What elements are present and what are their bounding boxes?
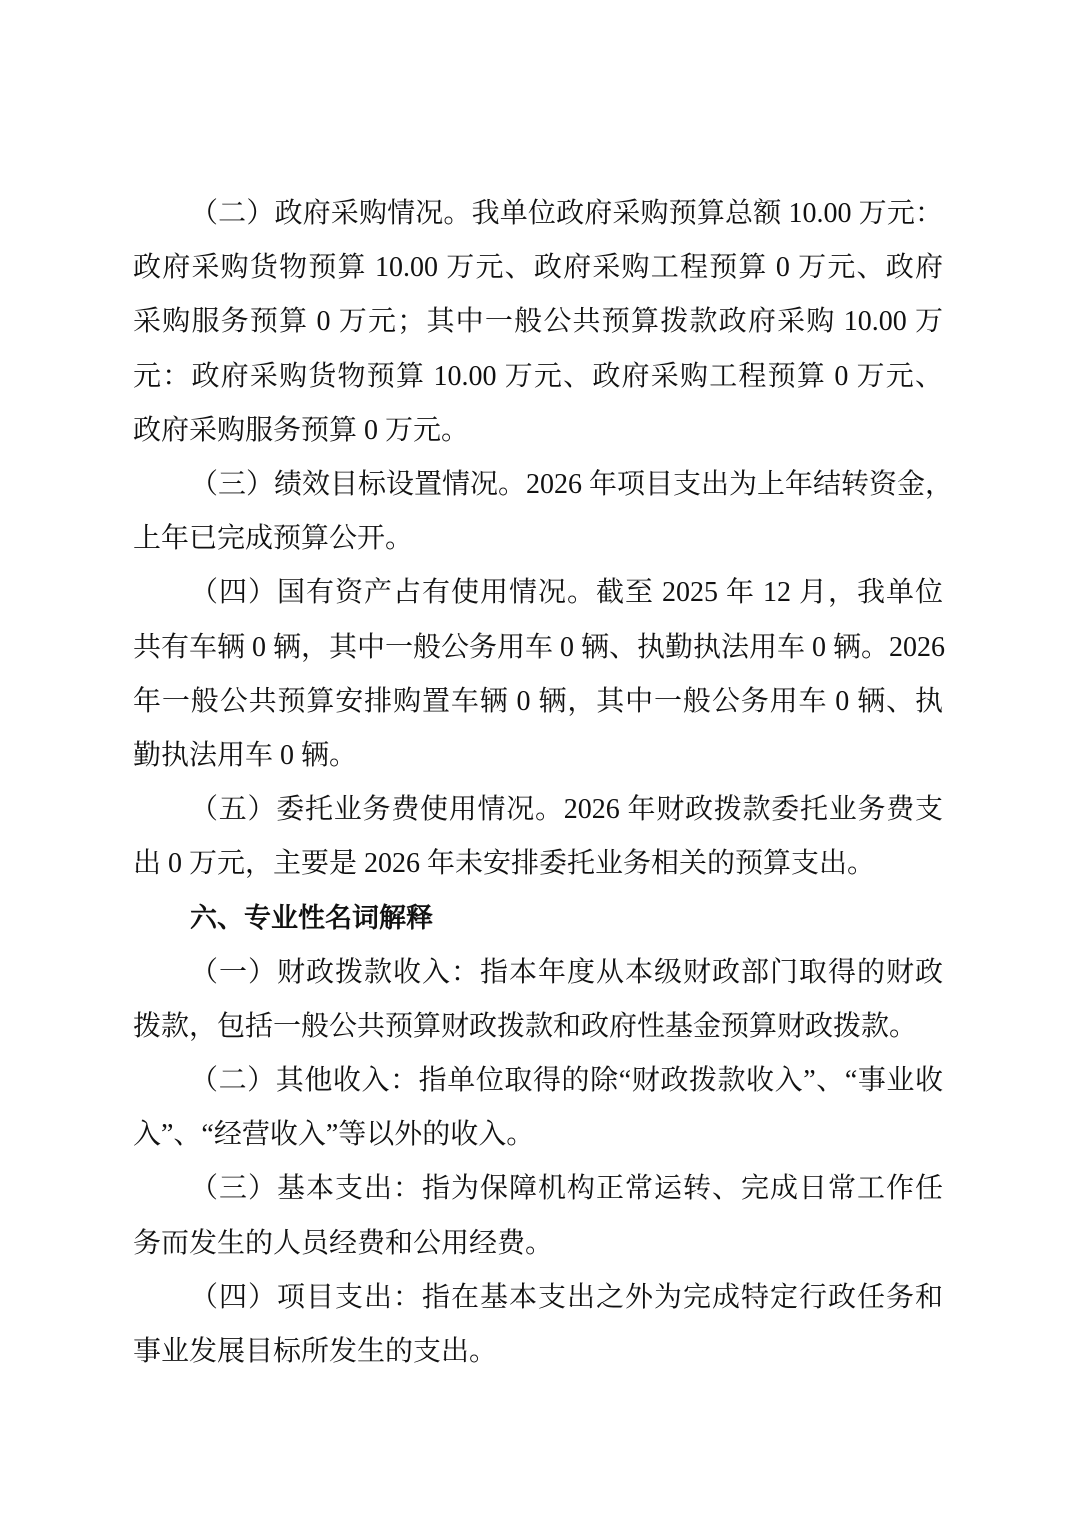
text-line: 出 0 万元，主要是 2026 年未安排委托业务相关的预算支出。	[133, 848, 876, 880]
text-line: （二）政府采购情况。我单位政府采购预算总额 10.00 万元：	[190, 198, 943, 229]
text-line: 政府采购货物预算 10.00 万元、政府采购工程预算 0 万元、政府	[133, 252, 943, 284]
text-line: 共有车辆 0 辆，其中一般公务用车 0 辆、执勤执法用车 0 辆。2026	[133, 631, 946, 663]
paragraph-government-procurement	[133, 187, 943, 458]
paragraph-basic-expenditure	[133, 1162, 943, 1270]
text-line: 元：政府采购货物预算 10.00 万元、政府采购工程预算 0 万元、	[133, 360, 943, 392]
text-line: （四）国有资产占有使用情况。截至 2025 年 12 月，我单位	[190, 577, 943, 609]
text-line: （一）财政拨款收入：指本年度从本级财政部门取得的财政	[190, 956, 943, 988]
paragraph-commissioned-business	[133, 783, 943, 891]
text-line: 年一般公共预算安排购置车辆 0 辆，其中一般公务用车 0 辆、执	[133, 685, 943, 717]
paragraph-fiscal-appropriation-income	[133, 946, 943, 1054]
text-line: （三）基本支出：指为保障机构正常运转、完成日常工作任	[190, 1173, 943, 1205]
paragraph-project-expenditure	[133, 1271, 943, 1379]
document-page	[133, 187, 954, 1379]
text-line: （五）委托业务费使用情况。2026 年财政拨款委托业务费支	[190, 794, 943, 826]
text-line: 勤执法用车 0 辆。	[133, 739, 358, 771]
paragraph-other-income	[133, 1054, 943, 1162]
paragraph-performance-targets	[133, 458, 954, 566]
text-line: 拨款，包括一般公共预算财政拨款和政府性基金预算财政拨款。	[133, 1010, 918, 1042]
text-line: 上年已完成预算公开。	[133, 523, 414, 555]
text-line: 务而发生的人员经费和公用经费。	[133, 1227, 554, 1259]
text-line: 政府采购服务预算 0 万元。	[133, 414, 470, 446]
text-line: （四）项目支出：指在基本支出之外为完成特定行政任务和	[190, 1281, 943, 1313]
text-line: 采购服务预算 0 万元；其中一般公共预算拨款政府采购 10.00 万	[133, 306, 943, 338]
text-line: （二）其他收入：指单位取得的除“财政拨款收入”、“事业收	[190, 1065, 943, 1096]
text-line: 事业发展目标所发生的支出。	[133, 1335, 498, 1367]
text-line: （三）绩效目标设置情况。2026 年项目支出为上年结转资金，	[190, 468, 954, 500]
text-line: 入”、“经营收入”等以外的收入。	[133, 1119, 535, 1151]
section-heading: 六、专业性名词解释	[190, 903, 433, 934]
paragraph-state-assets	[133, 566, 946, 783]
